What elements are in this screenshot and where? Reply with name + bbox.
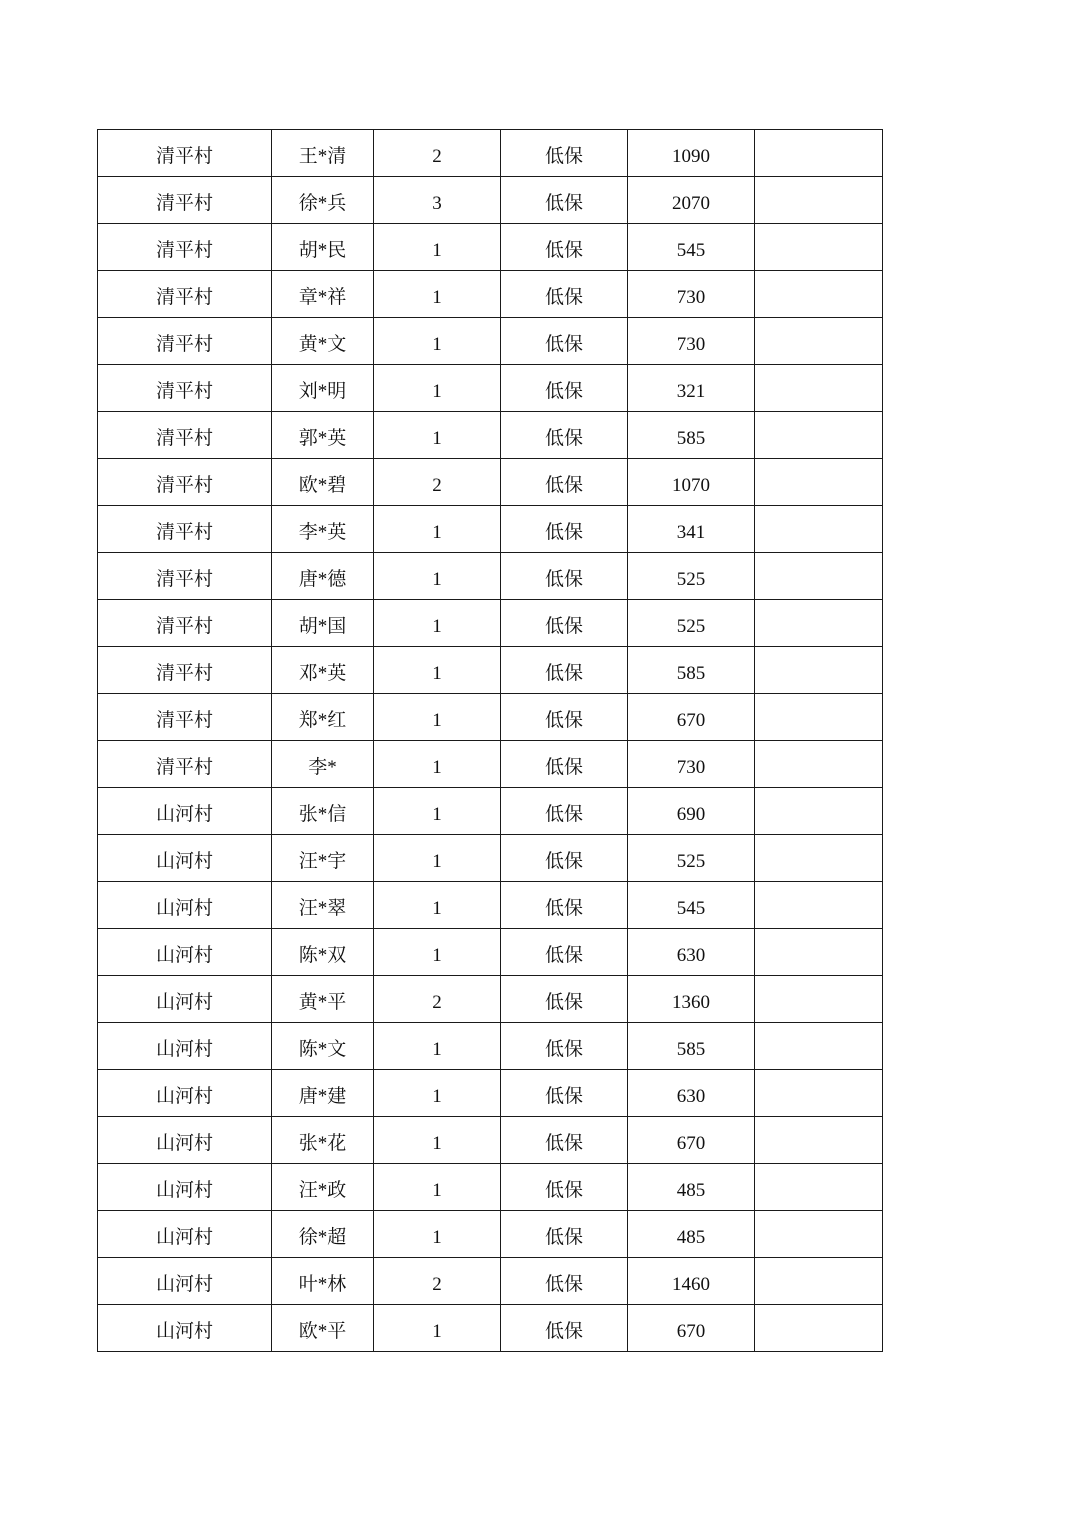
table-row	[98, 459, 883, 506]
amount-cell: 545	[628, 224, 755, 271]
amount-cell: 585	[628, 412, 755, 459]
type-cell: 低保	[501, 1117, 628, 1164]
amount-cell: 485	[628, 1164, 755, 1211]
note-cell	[755, 177, 883, 224]
village-cell: 山河村	[98, 929, 272, 976]
count-cell: 1	[374, 929, 501, 976]
type-cell: 低保	[501, 1023, 628, 1070]
amount-cell: 2070	[628, 177, 755, 224]
count-cell: 1	[374, 506, 501, 553]
note-cell	[755, 506, 883, 553]
count-cell: 1	[374, 365, 501, 412]
count-cell: 1	[374, 1023, 501, 1070]
name-cell: 唐*建	[272, 1070, 374, 1117]
amount-cell: 341	[628, 506, 755, 553]
name-cell: 张*信	[272, 788, 374, 835]
table-row	[98, 130, 883, 177]
type-cell: 低保	[501, 1211, 628, 1258]
name-cell: 叶*林	[272, 1258, 374, 1305]
amount-cell: 670	[628, 1305, 755, 1352]
records-table-body	[98, 130, 883, 1352]
type-cell: 低保	[501, 1305, 628, 1352]
note-cell	[755, 1211, 883, 1258]
name-cell: 李*英	[272, 506, 374, 553]
count-cell: 1	[374, 1164, 501, 1211]
village-cell: 清平村	[98, 177, 272, 224]
village-cell: 清平村	[98, 271, 272, 318]
type-cell: 低保	[501, 506, 628, 553]
count-cell: 1	[374, 1070, 501, 1117]
note-cell	[755, 1305, 883, 1352]
name-cell: 章*祥	[272, 271, 374, 318]
amount-cell: 1360	[628, 976, 755, 1023]
village-cell: 山河村	[98, 835, 272, 882]
table-row	[98, 318, 883, 365]
name-cell: 徐*兵	[272, 177, 374, 224]
note-cell	[755, 647, 883, 694]
note-cell	[755, 318, 883, 365]
note-cell	[755, 1023, 883, 1070]
note-cell	[755, 459, 883, 506]
name-cell: 欧*平	[272, 1305, 374, 1352]
note-cell	[755, 271, 883, 318]
village-cell: 山河村	[98, 788, 272, 835]
records-table	[97, 129, 883, 1352]
table-row	[98, 365, 883, 412]
count-cell: 1	[374, 318, 501, 365]
count-cell: 2	[374, 130, 501, 177]
type-cell: 低保	[501, 553, 628, 600]
amount-cell: 321	[628, 365, 755, 412]
name-cell: 李*	[272, 741, 374, 788]
amount-cell: 630	[628, 1070, 755, 1117]
type-cell: 低保	[501, 130, 628, 177]
name-cell: 张*花	[272, 1117, 374, 1164]
count-cell: 1	[374, 271, 501, 318]
type-cell: 低保	[501, 271, 628, 318]
table-row	[98, 1258, 883, 1305]
type-cell: 低保	[501, 600, 628, 647]
village-cell: 山河村	[98, 976, 272, 1023]
table-row	[98, 976, 883, 1023]
village-cell: 山河村	[98, 1211, 272, 1258]
amount-cell: 690	[628, 788, 755, 835]
village-cell: 山河村	[98, 1258, 272, 1305]
count-cell: 1	[374, 553, 501, 600]
table-row	[98, 412, 883, 459]
village-cell: 清平村	[98, 412, 272, 459]
amount-cell: 730	[628, 318, 755, 365]
name-cell: 汪*政	[272, 1164, 374, 1211]
amount-cell: 525	[628, 553, 755, 600]
name-cell: 胡*民	[272, 224, 374, 271]
amount-cell: 730	[628, 741, 755, 788]
amount-cell: 1460	[628, 1258, 755, 1305]
table-row	[98, 553, 883, 600]
village-cell: 清平村	[98, 600, 272, 647]
village-cell: 清平村	[98, 459, 272, 506]
table-row	[98, 1164, 883, 1211]
note-cell	[755, 741, 883, 788]
count-cell: 1	[374, 835, 501, 882]
name-cell: 邓*英	[272, 647, 374, 694]
type-cell: 低保	[501, 788, 628, 835]
village-cell: 清平村	[98, 506, 272, 553]
amount-cell: 730	[628, 271, 755, 318]
count-cell: 1	[374, 1211, 501, 1258]
amount-cell: 585	[628, 1023, 755, 1070]
note-cell	[755, 835, 883, 882]
name-cell: 黄*文	[272, 318, 374, 365]
name-cell: 徐*超	[272, 1211, 374, 1258]
note-cell	[755, 224, 883, 271]
count-cell: 1	[374, 741, 501, 788]
amount-cell: 1090	[628, 130, 755, 177]
table-row	[98, 1023, 883, 1070]
village-cell: 山河村	[98, 882, 272, 929]
village-cell: 清平村	[98, 647, 272, 694]
table-row	[98, 929, 883, 976]
table-row	[98, 271, 883, 318]
note-cell	[755, 600, 883, 647]
table-row	[98, 694, 883, 741]
village-cell: 清平村	[98, 318, 272, 365]
note-cell	[755, 976, 883, 1023]
count-cell: 1	[374, 647, 501, 694]
count-cell: 1	[374, 600, 501, 647]
name-cell: 陈*文	[272, 1023, 374, 1070]
table-row	[98, 506, 883, 553]
name-cell: 胡*国	[272, 600, 374, 647]
village-cell: 山河村	[98, 1305, 272, 1352]
table-row	[98, 1117, 883, 1164]
village-cell: 山河村	[98, 1070, 272, 1117]
village-cell: 山河村	[98, 1117, 272, 1164]
note-cell	[755, 1164, 883, 1211]
type-cell: 低保	[501, 882, 628, 929]
amount-cell: 525	[628, 600, 755, 647]
name-cell: 黄*平	[272, 976, 374, 1023]
amount-cell: 585	[628, 647, 755, 694]
type-cell: 低保	[501, 177, 628, 224]
count-cell: 1	[374, 224, 501, 271]
type-cell: 低保	[501, 741, 628, 788]
table-row	[98, 177, 883, 224]
type-cell: 低保	[501, 1258, 628, 1305]
table-row	[98, 741, 883, 788]
type-cell: 低保	[501, 318, 628, 365]
table-row	[98, 882, 883, 929]
village-cell: 清平村	[98, 694, 272, 741]
amount-cell: 670	[628, 694, 755, 741]
amount-cell: 525	[628, 835, 755, 882]
count-cell: 3	[374, 177, 501, 224]
name-cell: 欧*碧	[272, 459, 374, 506]
type-cell: 低保	[501, 694, 628, 741]
type-cell: 低保	[501, 365, 628, 412]
note-cell	[755, 130, 883, 177]
table-row	[98, 224, 883, 271]
table-row	[98, 788, 883, 835]
note-cell	[755, 882, 883, 929]
name-cell: 王*清	[272, 130, 374, 177]
village-cell: 清平村	[98, 130, 272, 177]
village-cell: 山河村	[98, 1164, 272, 1211]
type-cell: 低保	[501, 224, 628, 271]
village-cell: 山河村	[98, 1023, 272, 1070]
amount-cell: 545	[628, 882, 755, 929]
name-cell: 汪*宇	[272, 835, 374, 882]
type-cell: 低保	[501, 647, 628, 694]
type-cell: 低保	[501, 976, 628, 1023]
type-cell: 低保	[501, 1164, 628, 1211]
count-cell: 2	[374, 976, 501, 1023]
count-cell: 1	[374, 882, 501, 929]
count-cell: 2	[374, 459, 501, 506]
note-cell	[755, 365, 883, 412]
note-cell	[755, 929, 883, 976]
village-cell: 清平村	[98, 224, 272, 271]
note-cell	[755, 553, 883, 600]
type-cell: 低保	[501, 1070, 628, 1117]
amount-cell: 1070	[628, 459, 755, 506]
type-cell: 低保	[501, 929, 628, 976]
village-cell: 清平村	[98, 741, 272, 788]
name-cell: 郑*红	[272, 694, 374, 741]
name-cell: 唐*德	[272, 553, 374, 600]
village-cell: 清平村	[98, 553, 272, 600]
count-cell: 1	[374, 694, 501, 741]
name-cell: 汪*翠	[272, 882, 374, 929]
table-row	[98, 835, 883, 882]
village-cell: 清平村	[98, 365, 272, 412]
amount-cell: 485	[628, 1211, 755, 1258]
count-cell: 1	[374, 1305, 501, 1352]
note-cell	[755, 1258, 883, 1305]
note-cell	[755, 788, 883, 835]
type-cell: 低保	[501, 412, 628, 459]
table-row	[98, 1305, 883, 1352]
table-row	[98, 600, 883, 647]
name-cell: 郭*英	[272, 412, 374, 459]
note-cell	[755, 1117, 883, 1164]
note-cell	[755, 412, 883, 459]
amount-cell: 670	[628, 1117, 755, 1164]
amount-cell: 630	[628, 929, 755, 976]
note-cell	[755, 694, 883, 741]
name-cell: 陈*双	[272, 929, 374, 976]
note-cell	[755, 1070, 883, 1117]
count-cell: 1	[374, 412, 501, 459]
type-cell: 低保	[501, 459, 628, 506]
count-cell: 1	[374, 788, 501, 835]
count-cell: 2	[374, 1258, 501, 1305]
type-cell: 低保	[501, 835, 628, 882]
table-row	[98, 1070, 883, 1117]
table-row	[98, 647, 883, 694]
table-row	[98, 1211, 883, 1258]
count-cell: 1	[374, 1117, 501, 1164]
name-cell: 刘*明	[272, 365, 374, 412]
